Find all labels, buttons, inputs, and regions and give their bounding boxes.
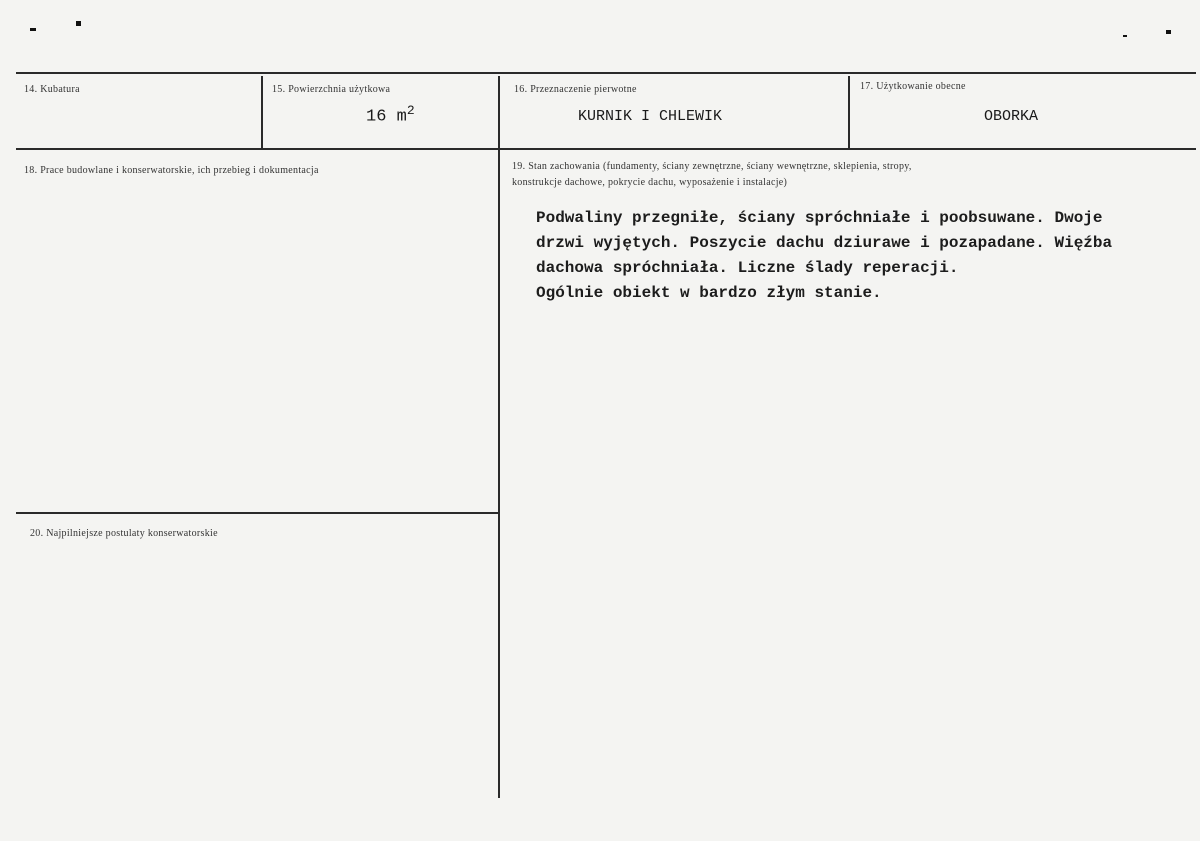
area-value: 16 m — [366, 107, 407, 127]
field-19-label-line2: konstrukcje dachowe, pokrycie dachu, wyposażenie i instalacje) — [512, 177, 788, 188]
corner-mark — [30, 28, 36, 31]
corner-mark — [1123, 35, 1127, 37]
divider-15-16 — [498, 76, 500, 148]
field-16-value: KURNIK I CHLEWIK — [578, 108, 723, 125]
field-16-label: 16. Przeznaczenie pierwotne — [514, 84, 637, 95]
field-15-value — [366, 103, 415, 127]
corner-mark — [1166, 30, 1171, 34]
top-rule — [16, 72, 1196, 74]
divider-18-20 — [16, 512, 498, 514]
text-line: drzwi wyjętych. Poszycie dachu dziurawe i pozapadane. Więźba — [536, 234, 1113, 252]
field-14-label: 14. Kubatura — [24, 84, 80, 95]
field-17-label: 17. Użytkowanie obecne — [860, 81, 966, 92]
text-line: Podwaliny przegniłe, ściany spróchniałe i poobsuwane. Dwoje — [536, 209, 1103, 227]
field-19-text — [536, 206, 1112, 306]
field-15-label: 15. Powierzchnia użytkowa — [272, 84, 391, 95]
divider-14-15 — [261, 76, 263, 148]
divider-16-17 — [848, 76, 850, 148]
text-line: dachowa spróchniała. Liczne ślady reperacji. — [536, 259, 959, 277]
field-17-value: OBORKA — [984, 108, 1039, 125]
field-19-label-line1: 19. Stan zachowania (fundamenty, ściany zewnętrzne, ściany wewnętrzne, sklepienia, stropy, — [512, 161, 912, 172]
corner-mark — [76, 21, 81, 26]
area-unit-exponent: 2 — [406, 103, 415, 118]
divider-main — [498, 150, 500, 798]
text-line: Ogólnie obiekt w bardzo złym stanie. — [536, 284, 882, 302]
field-20-label: 20. Najpilniejsze postulaty konserwatorskie — [30, 528, 218, 539]
field-18-label: 18. Prace budowlane i konserwatorskie, ich przebieg i dokumentacja — [24, 165, 319, 176]
row1-rule — [16, 148, 1196, 150]
